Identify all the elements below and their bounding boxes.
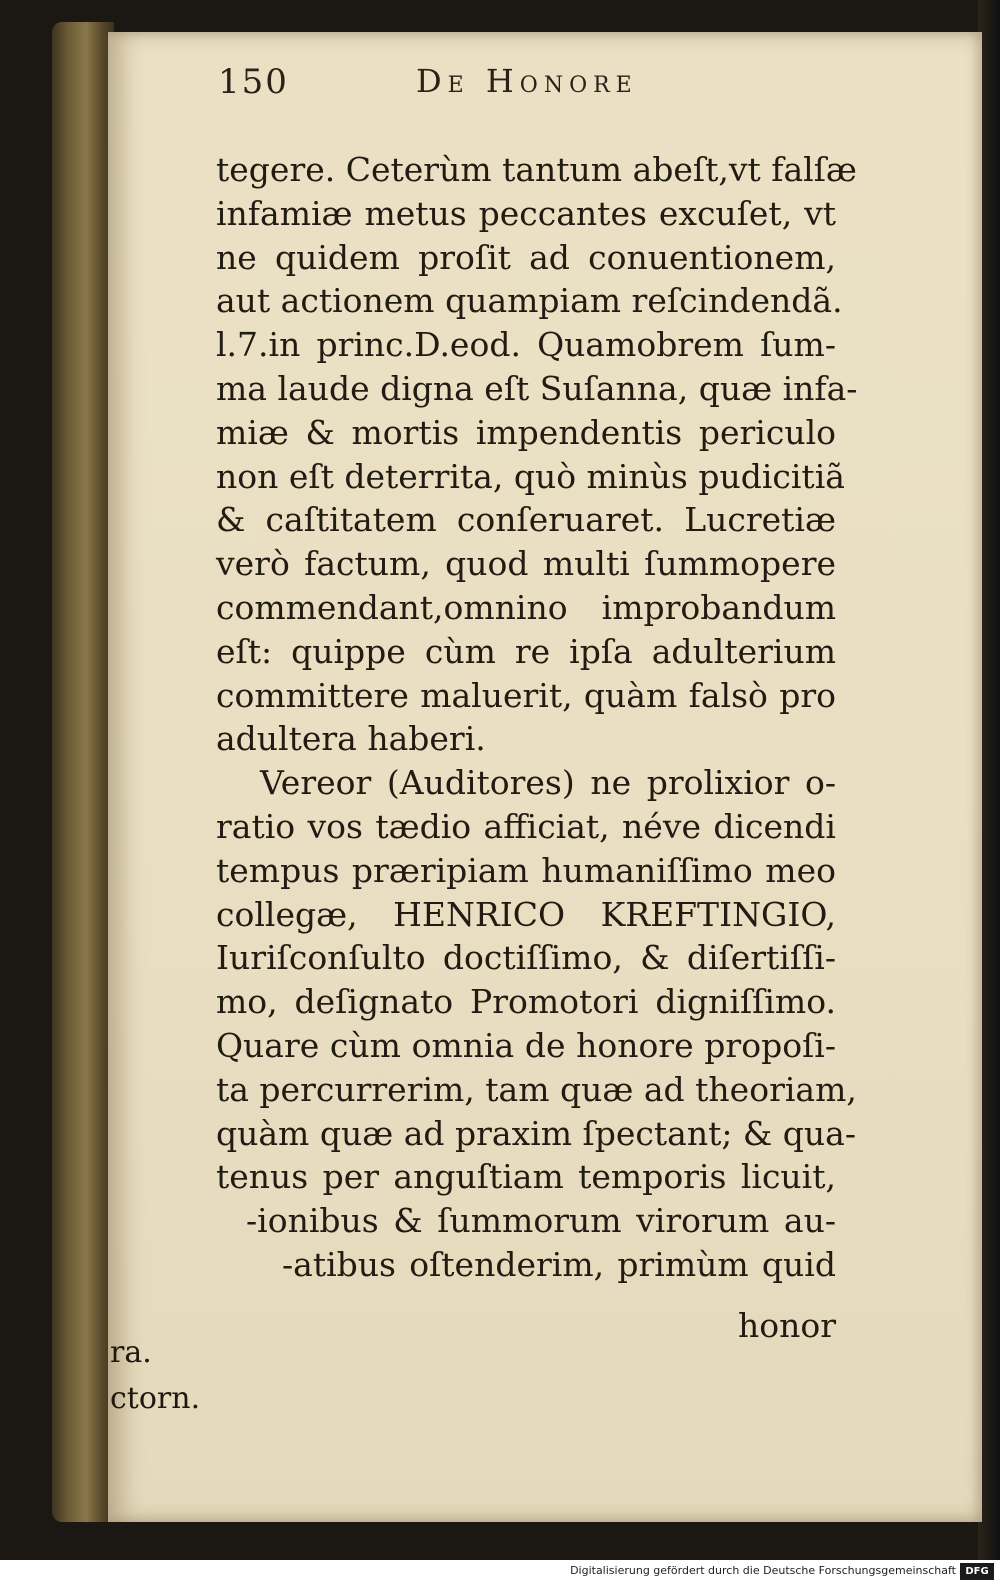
running-title: De Honore bbox=[416, 62, 638, 100]
text-line: collegæ, HENRICO KREFTINGIO, bbox=[216, 894, 836, 934]
text-line: mo, deſignato Promotori digniſſimo. bbox=[216, 982, 836, 1022]
text-line: miæ & mortis impendentis periculo bbox=[216, 412, 836, 452]
text-line: & caſtitatem conſeruaret. Lucretiæ bbox=[216, 500, 836, 540]
text-line: ma laude digna eſt Suſanna, quæ infa- bbox=[216, 368, 858, 408]
text-line: tegere. Ceterùm tantum abeſt,vt falſæ bbox=[216, 150, 857, 189]
text-line: Quare cùm omnia de honore propoſi- bbox=[216, 1025, 836, 1065]
text-line: aut actionem quampiam reſcindendã. bbox=[216, 281, 843, 321]
text-line: ta percurrerim, tam quæ ad theoriam, bbox=[216, 1069, 857, 1109]
paragraph-start-line: Vereor (Auditores) ne prolixior o- bbox=[260, 763, 836, 803]
margin-note bbox=[110, 1330, 200, 1422]
text-line: infamiæ metus peccantes excuſet, vt bbox=[216, 193, 836, 233]
text-line: ne quidem proſit ad conuentionem, bbox=[216, 237, 836, 277]
running-head bbox=[218, 62, 688, 112]
body-text bbox=[216, 148, 858, 1287]
text-line: -atibus oſtenderim, primùm quid bbox=[282, 1244, 836, 1284]
dfg-logo: DFG bbox=[960, 1563, 994, 1580]
text-line: eſt: quippe cùm re ipſa adulterium bbox=[216, 631, 836, 671]
text-line: tempus præripiam humaniſſimo meo bbox=[216, 850, 836, 890]
text-line: Iuriſconſulto doctiſſimo, & diſertiſſi- bbox=[216, 938, 836, 978]
text-line: commendant,omnino improbandum bbox=[216, 587, 836, 627]
text-line: -ionibus & ſummorum virorum au- bbox=[246, 1201, 836, 1241]
page-number: 150 bbox=[218, 62, 289, 102]
text-line: non eſt deterrita, quò minùs pudicitiã bbox=[216, 456, 845, 496]
text-line: adultera haberi. bbox=[216, 719, 486, 759]
book-edge bbox=[52, 22, 114, 1522]
text-line: tenus per anguſtiam temporis licuit, bbox=[216, 1157, 836, 1197]
digitization-credit: Digitalisierung gefördert durch die Deutsche Forschungsgemeinschaft bbox=[570, 1564, 956, 1577]
margin-note-line: ra. bbox=[110, 1335, 152, 1370]
text-line: verò factum, quod multi ſummopere bbox=[216, 544, 836, 584]
text-line: quàm quæ ad praxim ſpectant; & qua- bbox=[216, 1113, 857, 1153]
text-line: committere maluerit, quàm falsò pro bbox=[216, 675, 836, 715]
catchword: honor bbox=[737, 1306, 836, 1345]
text-line: l.7.in princ.D.eod. Quamobrem ſum- bbox=[216, 325, 836, 365]
footer-bar bbox=[0, 1560, 1000, 1586]
text-line: ratio vos tædio afficiat, néve dicendi bbox=[216, 806, 836, 846]
margin-note-line: ctorn. bbox=[110, 1381, 201, 1416]
